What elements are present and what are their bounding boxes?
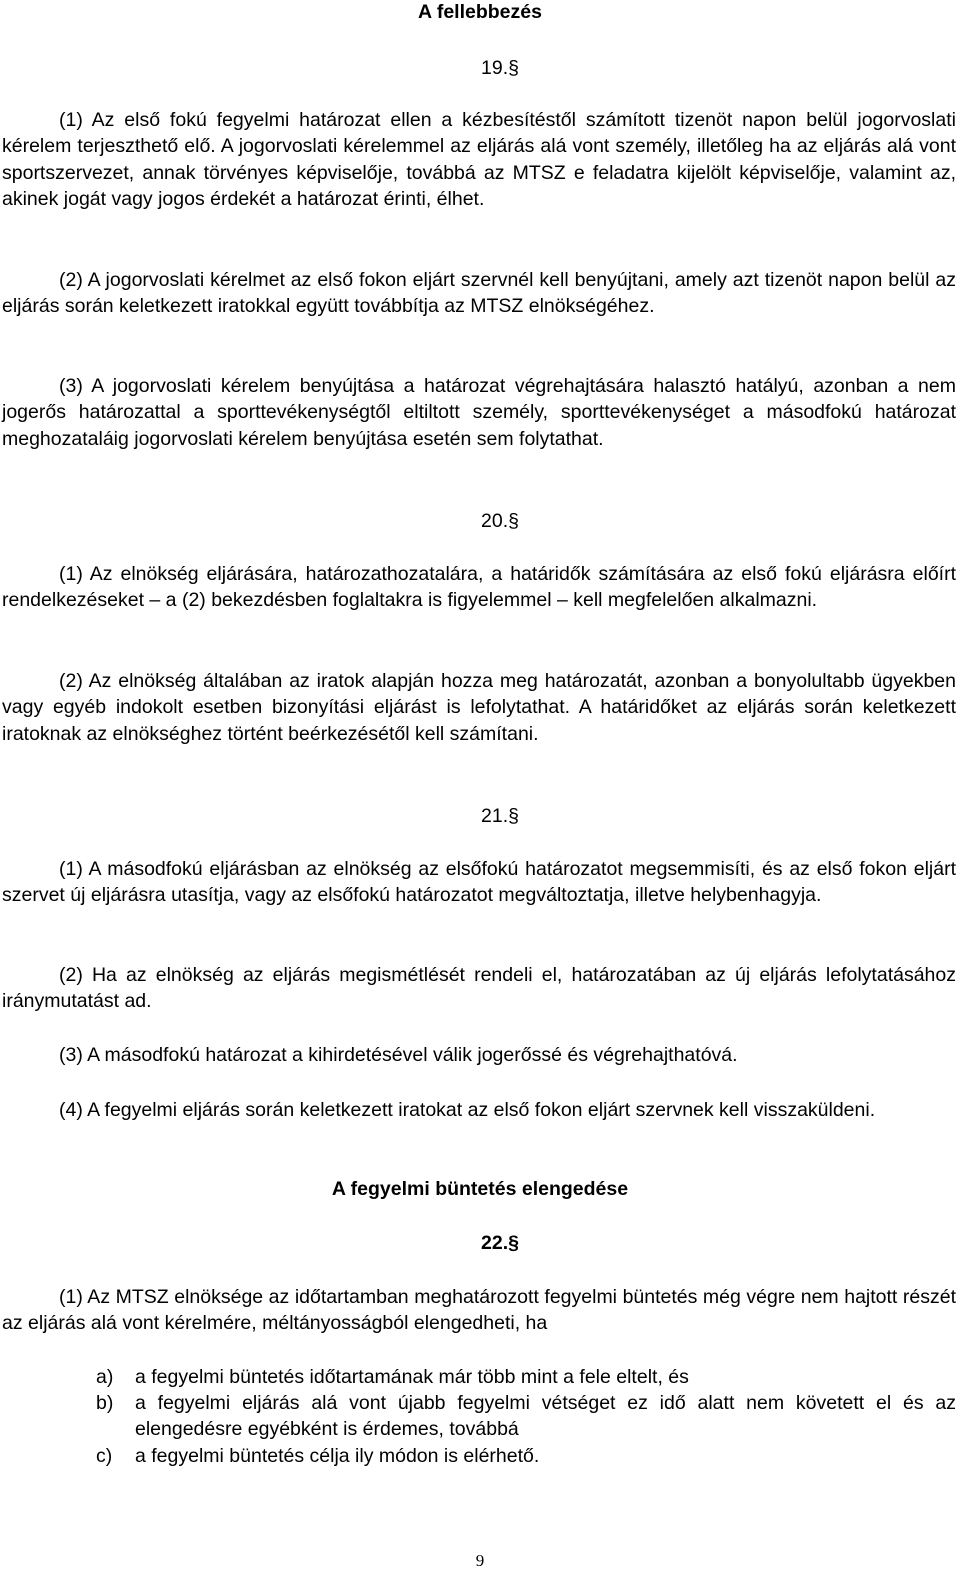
paragraph-20-2 (2, 668, 956, 747)
page-number: 9 (475, 1551, 485, 1570)
list-item-a (96, 1364, 956, 1390)
section-number-21: 21.§ (481, 805, 519, 827)
section-number-22 (0, 1230, 960, 1256)
paragraph-text: (2) A jogorvoslati kérelmet az első fokon eljárt szervnél kell benyújtani, amely azt tizenöt napon belül az eljárás során keletkezett iratokkal együtt továbbítja az MTSZ elnökségéhez. (2, 269, 956, 318)
paragraph-text: (1) Az első fokú fegyelmi határozat ellen a kézbesítéstől számított tizenöt napon belül jogorvoslati kérelem terjeszthető elő. A jogorvoslati kérelemmel az eljárás alá vont személy, illetőleg ha az eljárás alá vont sportszervezet, annak törvényes képviselője, továbbá az MTSZ e feladatra kijelölt képviselője, valamint az, akinek jogát vagy jogos érdekét a határozat érinti, élhet. (2, 109, 956, 210)
paragraph-21-4 (2, 1097, 956, 1123)
paragraph-text: (2) Az elnökség általában az iratok alapján hozza meg határozatát, azonban a bonyolultabb ügyekben vagy egyéb indokolt esetben bizonyítási eljárást is lefolytathat. A határidőket az eljárás során keletkezett iratoknak az elnökséghez történt beérkezésétől kell számítani. (2, 670, 956, 745)
paragraph-21-1 (2, 856, 956, 909)
list-item-text: a fegyelmi büntetés célja ily módon is elérhető. (135, 1445, 540, 1467)
list-marker: c) (96, 1445, 113, 1467)
list-marker: b) (96, 1392, 114, 1414)
heading-appeal: A fellebbezés (418, 1, 542, 23)
paragraph-text: (3) A jogorvoslati kérelem benyújtása a határozat végrehajtására halasztó hatályú, azonban a nem jogerős határozattal a sporttevékenységtől eltiltott személy, sporttevékenységet a másodfokú határozat meghozataláig jogorvoslati kérelem benyújtása esetén sem folytathat. (2, 375, 956, 450)
list-item-c (96, 1443, 956, 1469)
section-number-22-text: 22.§ (481, 1232, 519, 1254)
paragraph-text: (2) Ha az elnökség az eljárás megismétlését rendeli el, határozatában az új eljárás lefolytatásához iránymutatást ad. (2, 964, 956, 1013)
paragraph-21-2 (2, 962, 956, 1015)
list-marker: a) (96, 1366, 114, 1388)
paragraph-text: (1) Az MTSZ elnöksége az időtartamban meghatározott fegyelmi büntetés még végre nem hajtott részét az eljárás alá vont kérelmére, méltányosságból elengedheti, ha (2, 1286, 956, 1335)
section-number-20: 20.§ (481, 510, 519, 532)
paragraph-text: (1) Az elnökség eljárására, határozathozatalára, a határidők számítására az első fokú eljárásra előírt rendelkezéseket – a (2) bekezdésben foglaltakra is figyelemmel – kell megfelelően alkalmazni. (2, 563, 956, 612)
paragraph-text: (1) A másodfokú eljárásban az elnökség az elsőfokú határozatot megsemmisíti, és az első fokon eljárt szervet új eljárásra utasítja, vagy az elsőfokú határozatot megváltoztatja, illetve helybenhagyja. (2, 858, 956, 907)
section-number-19: 19.§ (481, 57, 519, 79)
paragraph-20-1 (2, 561, 956, 614)
paragraph-19-2 (2, 267, 956, 320)
paragraph-text: (3) A másodfokú határozat a kihirdetésével válik jogerőssé és végrehajthatóvá. (59, 1044, 738, 1066)
paragraph-22-1 (2, 1284, 956, 1337)
paragraph-19-1 (2, 107, 956, 212)
list-item-text: a fegyelmi büntetés időtartamának már több mint a fele eltelt, és (135, 1366, 689, 1388)
paragraph-21-3 (2, 1042, 956, 1068)
heading-waiver: A fegyelmi büntetés elengedése (331, 1178, 629, 1200)
paragraph-text: (4) A fegyelmi eljárás során keletkezett iratokat az első fokon eljárt szervnek kell visszaküldeni. (59, 1099, 876, 1121)
list-item-text: a fegyelmi eljárás alá vont újabb fegyelmi vétséget ez idő alatt nem követett el és az elengedésre egyébként is érdemes, továbbá (135, 1392, 956, 1441)
list-item-b (96, 1390, 956, 1443)
paragraph-19-3 (2, 373, 956, 452)
